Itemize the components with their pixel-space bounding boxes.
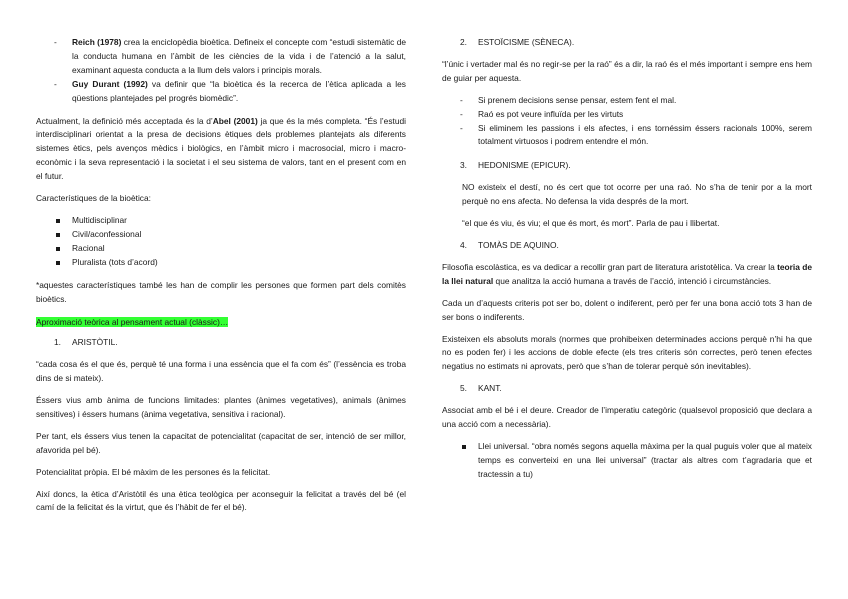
paragraph-natural-law <box>442 261 812 289</box>
heading-label: ESTOÏCISME (SÈNECA). <box>478 37 575 47</box>
paragraph: Éssers vius amb ànima de funcions limitades: plantes (ànimes vegetatives), animals (ànimes sensitives) i éssers humans (ànima vegetativa, sensitiva i racional). <box>36 395 406 419</box>
right-column <box>442 36 812 482</box>
characteristics-list <box>36 214 406 270</box>
heading-number: 4. <box>460 239 467 250</box>
author-name: Guy Durant (1992) <box>72 78 148 89</box>
paragraph: Existeixen els absoluts morals (normes que prohibeixen determinades accions perquè n’hi ha que no es poden fer) i les accions de doble efecte (els tres criteris són correctes, però tenen efectes negatius no estimats ni aprovats, però que s’han de tolerar perquè són inevitables). <box>442 333 812 372</box>
list-item: - Raó es pot veure influïda per les virtuts <box>442 108 812 122</box>
highlighted-section-title: Aproximació teòrica al pensament actual (clàssic)… <box>36 317 229 328</box>
text: ja que és la més completa. “És l’estudi interdisciplinari orientat a la presa de decisions ètiques dels problemes plantejats als diferents sistemes ètics, pels avenços mèdics i biològics, en l’àmbit micro i macrosocial, micro i macro-econòmic i la seva representació i la societat i el seu sistema de valors, tant en el present com en el futur. <box>36 115 407 182</box>
definition-bullet-reich <box>36 36 406 78</box>
heading-tomas <box>442 239 812 253</box>
author-name: Abel (2001) <box>212 115 258 126</box>
heading-aristotil <box>36 336 406 350</box>
paragraph: “cada cosa és el que és, perquè té una forma i una essència que el fa com és” (l’essència es troba dins de si mateix). <box>36 359 406 384</box>
heading-number: 3. <box>460 160 467 171</box>
bullet-text: crea la enciclopèdia bioètica. Defineix el concepte com “estudi sistemàtic de la conducta humana en l’àmbit de les ciències de la vida i de l’atenció a la salut, examinant aquesta conducta a la llum dels valors i principis morals. <box>72 37 407 75</box>
definition-bullet-durant <box>36 78 406 106</box>
heading-label: TOMÀS DE AQUINO. <box>478 239 559 250</box>
characteristics-title: Característiques de la bioètica: <box>36 193 151 204</box>
list-item: - Si prenem decisions sense pensar, estem fent el mal. <box>442 94 812 108</box>
bold-term: teoria de la llei natural <box>442 261 812 286</box>
paragraph: Per tant, els éssers vius tenen la capacitat de potencialitat (capacitat de ser, intenció de ser millor, afavorida pel bé). <box>36 430 406 455</box>
bullet-text: va definir que “la bioètica és la recerca de l’ètica aplicada a les qüestions plantejades pel progrés biomèdic”. <box>72 78 406 103</box>
paragraph: Potencialitat pròpia. El bé màxim de les persones és la felicitat. <box>36 466 271 477</box>
paragraph: “l’únic i vertader mal és no regir-se per la raó” és a dir, la raó és el més important i sempre ens hem de guiar per aquesta. <box>442 58 812 83</box>
list-item: Multidisciplinar <box>36 214 406 228</box>
text: que analitza la acció humana a través de l’acció, intenció i circumstàncies. <box>493 275 772 286</box>
heading-number: 2. <box>460 37 467 47</box>
heading-label: ARISTÒTIL. <box>72 337 118 348</box>
paragraph: “el que és viu, és viu; el que és mort, és mort”. Parla de pau i llibertat. <box>462 218 720 229</box>
heading-label: KANT. <box>478 383 502 394</box>
heading-label: HEDONISME (EPICUR). <box>478 160 571 171</box>
heading-number: 5. <box>460 383 467 394</box>
characteristics-note: *aquestes característiques també les han de complir les persones que formen part dels comitès bioètics. <box>36 279 406 304</box>
list-item: Civil/aconfessional <box>36 228 406 242</box>
stoicism-list <box>442 94 812 150</box>
text: Actualment, la definició més acceptada és la d’ <box>36 115 213 126</box>
kant-bullet: Llei universal. “obra només segons aquella màxima per la qual puguis voler que al mateix temps es converteixi en una llei universal” (tractar als altres com t’agradaria que et tractessin a tu) <box>442 440 812 482</box>
heading-number: 1. <box>54 337 61 348</box>
list-item: - Si eliminem les passions i els afectes, i ens tornéssim éssers racionals 100%, serem totalment virtuosos i podrem entendre el món. <box>442 122 812 150</box>
paragraph: NO existeix el destí, no és cert que tot ocorre per una raó. No s’ha de tenir por a la mort perquè no ens afecta. No defensa la vida després de la mort. <box>462 182 812 207</box>
author-name: Reich (1978) <box>72 37 122 47</box>
heading-kant <box>442 382 812 396</box>
text: Filosofia escolàstica, es va dedicar a recollir gran part de literatura aristotèlica. Va crear la <box>442 261 778 272</box>
paragraph: Així doncs, la ètica d’Aristòtil és una ètica teològica per aconseguir la felicitat a través del bé (el camí de la felicitat és la virtut, que és l’hàbit de fer el bé). <box>36 488 406 513</box>
left-column <box>36 36 406 523</box>
paragraph: Cada un d’aquests criteris pot ser bo, dolent o indiferent, però per fer una bona acció tots 3 han de ser bons o indiferents. <box>442 297 812 322</box>
paragraph-abel <box>36 115 406 185</box>
list-item: Pluralista (tots d’acord) <box>36 256 406 270</box>
heading-hedonisme <box>442 159 812 173</box>
list-item: Racional <box>36 242 406 256</box>
paragraph: Associat amb el bé i el deure. Creador de l’imperatiu categòric (qualsevol proposició que declara a una acció com a necessària). <box>442 405 812 430</box>
heading-estoicisme <box>442 36 812 50</box>
